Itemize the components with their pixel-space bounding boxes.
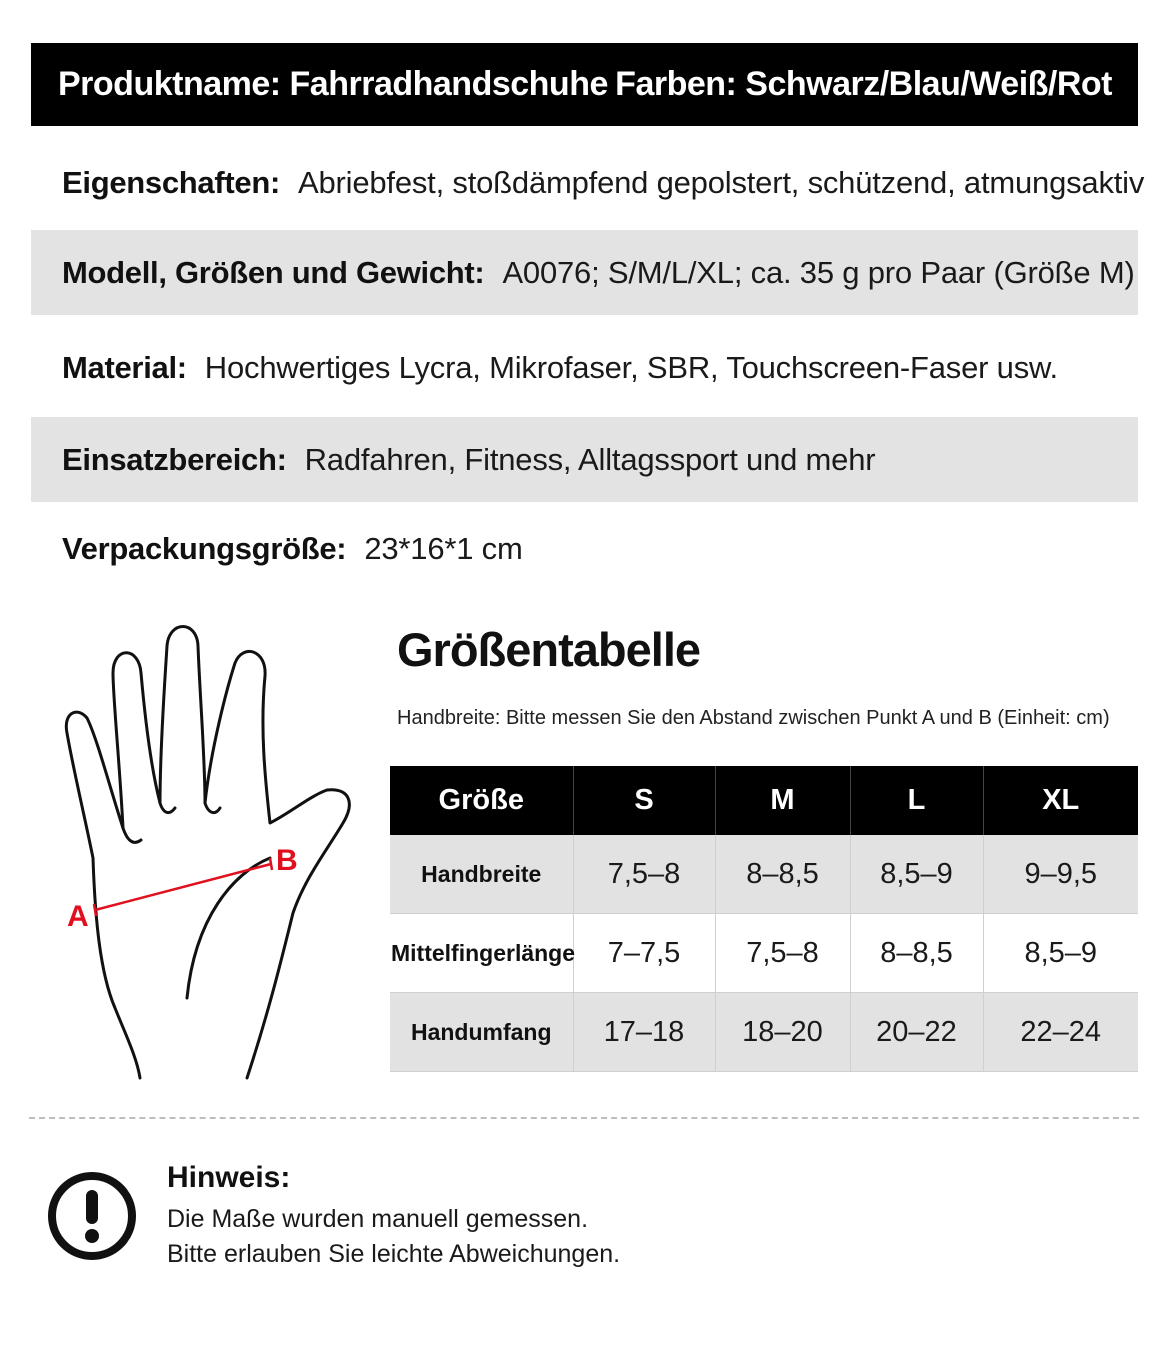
spec-label: Eigenschaften: (62, 165, 281, 200)
spec-label: Modell, Größen und Gewicht: (62, 254, 485, 290)
table-cell: 8–8,5 (715, 835, 850, 914)
spec-label: Einsatzbereich: (62, 441, 287, 477)
spec-row-package (31, 507, 1138, 591)
product-name: Produktname: Fahrradhandschuhe (58, 65, 608, 103)
notice-line-1: Die Maße wurden manuell gemessen. (167, 1205, 589, 1233)
measurement-line (95, 864, 271, 910)
spec-value: Hochwertiges Lycra, Mikrofaser, SBR, Touchscreen-Faser usw. (204, 350, 1058, 385)
spec-row-usage (31, 417, 1138, 502)
spec-value: Abriebfest, stoßdämpfend gepolstert, schützend, atmungsaktiv (298, 165, 1145, 200)
size-header-cell: M (715, 766, 850, 835)
row-label: Mittelfingerlänge (390, 914, 573, 993)
spec-label: Material: (62, 350, 187, 385)
hand-measurement-diagram (55, 618, 365, 1088)
table-cell: 17–18 (573, 993, 715, 1072)
header-bar (31, 43, 1138, 126)
product-colors: Farben: Schwarz/Blau/Weiß/Rot (615, 65, 1112, 103)
table-cell: 9–9,5 (983, 835, 1138, 914)
table-cell: 7–7,5 (573, 914, 715, 993)
spec-value: Radfahren, Fitness, Alltagssport und mehr (304, 441, 876, 477)
table-cell: 8–8,5 (850, 914, 983, 993)
point-a-label: A (67, 900, 89, 933)
size-header-cell: S (573, 766, 715, 835)
spec-row-properties (31, 140, 1145, 226)
size-header-cell: Größe (390, 766, 573, 835)
size-header-cell: L (850, 766, 983, 835)
row-label: Handumfang (390, 993, 573, 1072)
spec-row-material (31, 325, 1138, 411)
table-row (390, 993, 1138, 1072)
size-chart-title: Größentabelle (397, 623, 701, 676)
table-cell: 22–24 (983, 993, 1138, 1072)
notice-line-2: Bitte erlauben Sie leichte Abweichungen. (167, 1240, 621, 1268)
exclamation-circle-icon (46, 1170, 138, 1262)
table-cell: 18–20 (715, 993, 850, 1072)
table-row (390, 835, 1138, 914)
table-cell: 8,5–9 (850, 835, 983, 914)
table-row (390, 914, 1138, 993)
row-label: Handbreite (390, 835, 573, 914)
table-cell: 8,5–9 (983, 914, 1138, 993)
hand-outline-icon (66, 627, 349, 1079)
spec-label: Verpackungsgröße: (62, 531, 347, 566)
spec-value: A0076; S/M/L/XL; ca. 35 g pro Paar (Größe M) (502, 254, 1135, 290)
table-cell: 7,5–8 (573, 835, 715, 914)
size-header-cell: XL (983, 766, 1138, 835)
spec-value: 23*16*1 cm (364, 531, 523, 566)
table-cell: 7,5–8 (715, 914, 850, 993)
notice-title: Hinweis: (167, 1161, 291, 1194)
table-cell: 20–22 (850, 993, 983, 1072)
point-b-label: B (276, 844, 298, 877)
size-table (390, 766, 1138, 1072)
dashed-divider (29, 1117, 1139, 1119)
size-table-header (390, 766, 1138, 835)
spec-row-model (31, 230, 1138, 315)
size-chart-note: Handbreite: Bitte messen Sie den Abstand zwischen Punkt A und B (Einheit: cm) (397, 707, 1110, 729)
